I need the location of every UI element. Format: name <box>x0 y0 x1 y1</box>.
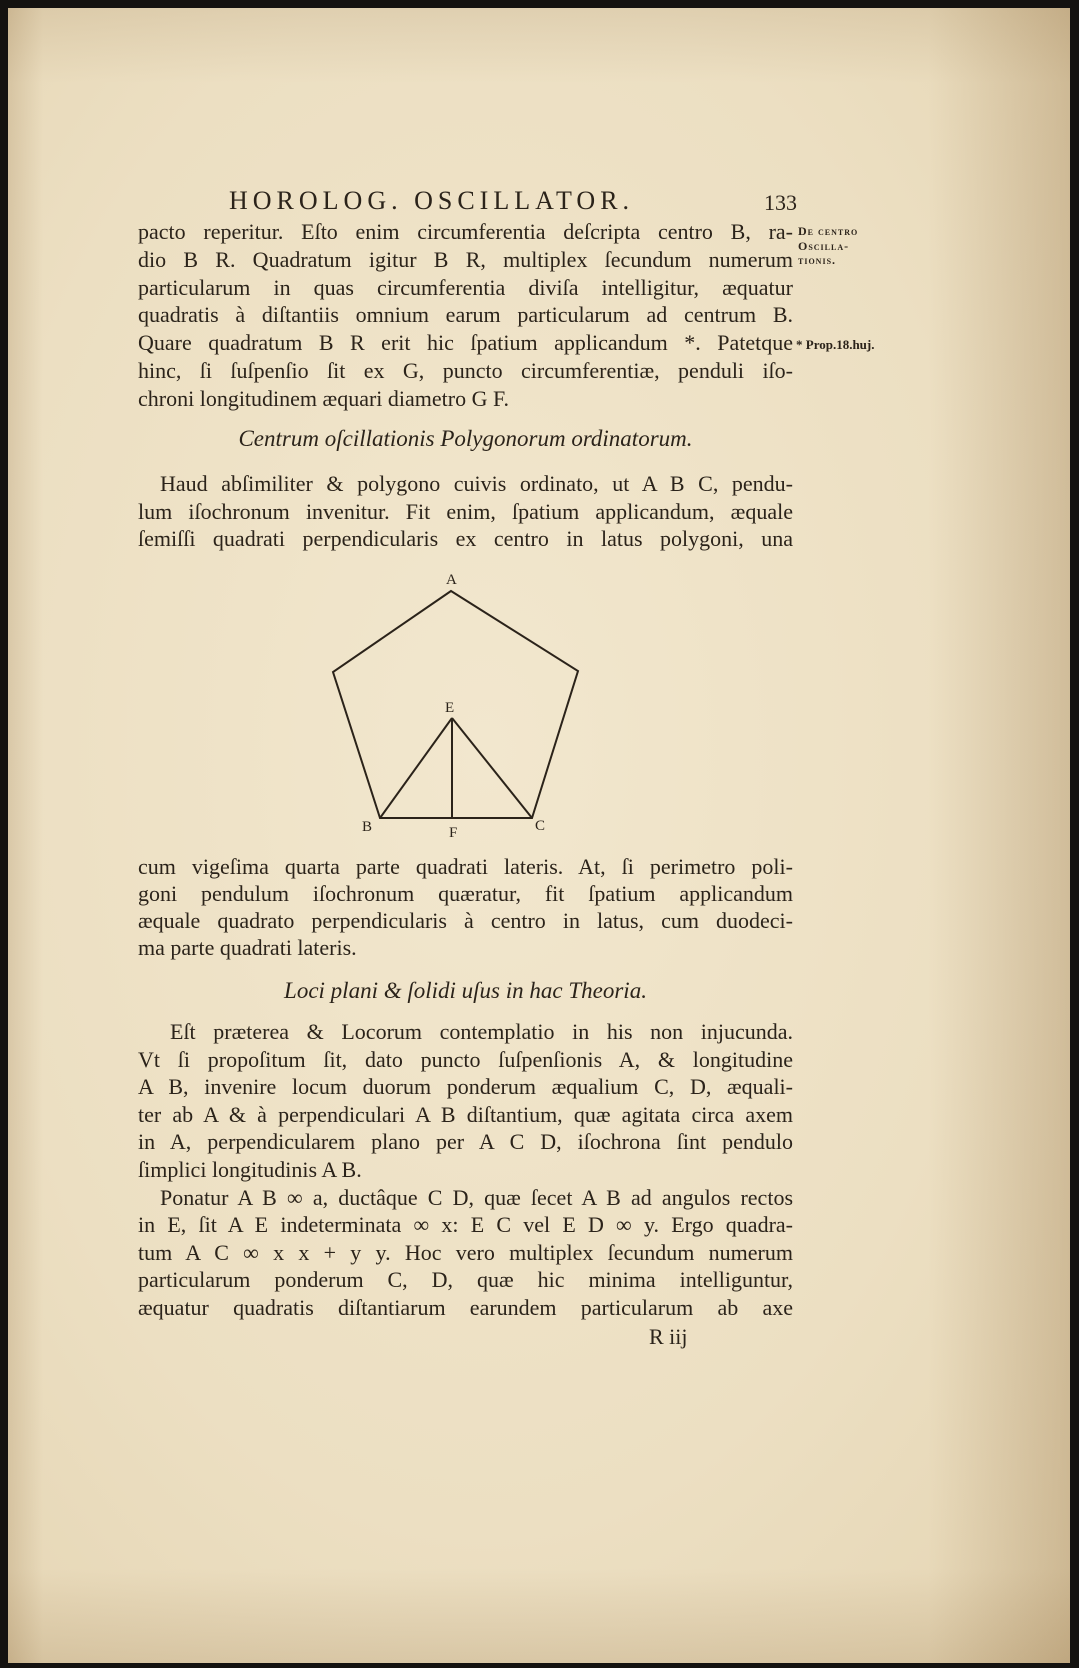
label-e: E <box>445 700 455 716</box>
label-f: F <box>449 825 458 841</box>
section-heading-loci: Loci plani & ſolidi uſus in hac Theoria. <box>284 978 647 1003</box>
segment-e-b <box>380 718 452 818</box>
text-line: in A, perpendicularem plano per A C D, iſochrona ſint pendulo <box>138 1129 793 1155</box>
paragraph-2-top <box>138 470 793 553</box>
text-line: lum iſochronum invenitur. Fit enim, ſpatium applicandum, æquale <box>138 498 793 524</box>
text-line: æquatur quadratis diſtantiarum earundem particularum ab axe <box>138 1294 793 1320</box>
paragraph-1 <box>138 218 793 413</box>
text-line: Quare quadratum B R erit hic ſpatium applicandum *. Patetque <box>138 330 793 356</box>
text-line: dio B R. Quadratum igitur B R, multiplex ſecundum numerum <box>138 246 793 272</box>
margin-note-reference: * Prop.18.huj. <box>796 337 875 352</box>
text-line: tum A C ∞ x x + y y. Hoc vero multiplex ſecundum numerum <box>138 1239 793 1265</box>
text-line: Haud abſimiliter & polygono cuivis ordinato, ut A B C, pendu- <box>160 471 793 496</box>
margin-note-section <box>798 224 858 268</box>
label-b: B <box>362 819 373 835</box>
page-number: 133 <box>764 190 797 215</box>
text-line: pacto reperitur. Eſto enim circumferentia deſcripta centro B, ra- <box>138 219 793 244</box>
label-a: A <box>446 572 457 588</box>
text-line: Vt ſi propoſitum ſit, dato puncto ſuſpenſionis A, & longitudine <box>138 1046 793 1072</box>
text-line: A B, invenire locum duorum ponderum æqualium C, D, æquali- <box>138 1074 793 1100</box>
text-line: in E, ſit A E indeterminata ∞ x: E C vel E D ∞ y. Ergo quadra- <box>138 1212 793 1238</box>
text-line: quadratis à diſtantiis omnium earum particularum ad centrum B. <box>138 302 793 328</box>
margin-note-line: Oscilla- <box>798 238 850 253</box>
text-line: Eſt præterea & Locorum contemplatio in his non injucunda. <box>170 1019 793 1044</box>
label-c: C <box>535 818 546 834</box>
text-line: ter ab A & à perpendiculari A B diſtantium, quæ agitata circa axem <box>138 1101 793 1127</box>
signature-mark: R iij <box>649 1324 688 1349</box>
text-line: goni pendulum iſochronum quæratur, fit ſpatium applicandum <box>138 881 793 906</box>
pentagon-figure <box>300 560 600 850</box>
margin-note-line: tionis. <box>798 253 837 267</box>
text-line: ma parte quadrati lateris. <box>138 935 357 960</box>
segment-e-c <box>452 718 532 818</box>
text-line: particularum in quas circumferentia diviſa intelligitur, æquatur <box>138 274 793 300</box>
text-line: chroni longitudinem æquari diametro G F. <box>138 385 509 411</box>
text-line: hinc, ſi ſuſpenſio ſit ex G, puncto circumferentiæ, penduli iſo- <box>138 357 793 383</box>
paragraph-3-4 <box>138 1018 793 1322</box>
text-line: ſemiſſi quadrati perpendicularis ex centro in latus polygoni, una <box>138 526 793 552</box>
paragraph-2-bottom <box>138 853 793 961</box>
margin-note-line: De centro <box>798 224 859 238</box>
text-line: æquale quadrato perpendicularis à centro in latus, cum duodeci- <box>138 908 793 933</box>
text-line: Ponatur A B ∞ a, ductâque C D, quæ ſecet A B ad angulos rectos <box>160 1184 793 1210</box>
section-heading-polygons: Centrum oſcillationis Polygonorum ordinatorum. <box>238 426 693 451</box>
pentagon-outline <box>333 591 578 818</box>
text-line: particularum ponderum C, D, quæ hic minima intelliguntur, <box>138 1267 793 1293</box>
text-line: ſimplici longitudinis A B. <box>138 1156 362 1182</box>
text-line: cum vigeſima quarta parte quadrati lateris. At, ſi perimetro poli- <box>138 854 793 879</box>
running-title: HOROLOG. OSCILLATOR. <box>229 186 635 215</box>
